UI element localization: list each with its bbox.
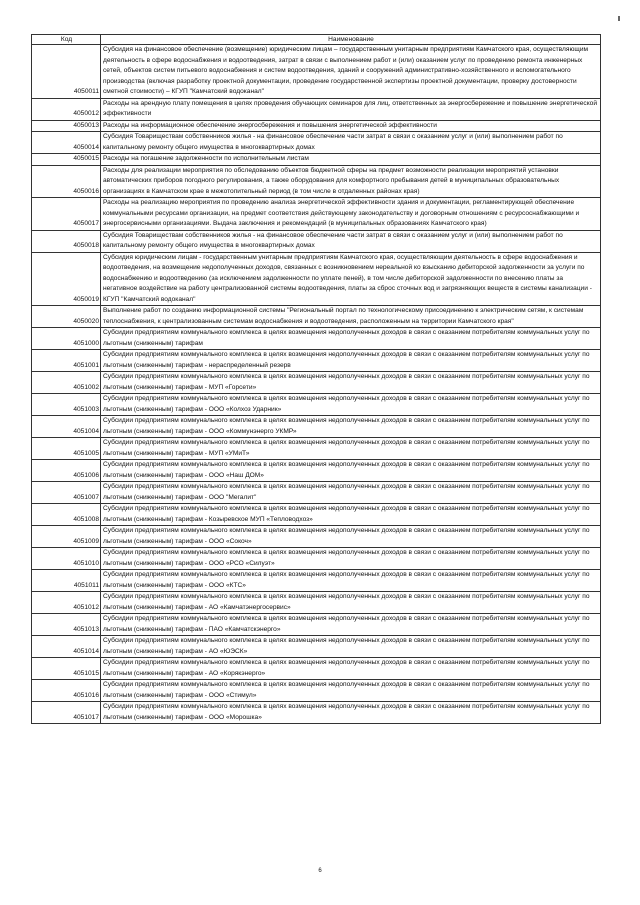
row-name: Расходы для реализации мероприятия по обследованию объектов бюджетной сферы на предмет возможности реализации мероприятий установки автоматических приборов погодного регулирования, а также оборудования для комфортного пребывания детей в муниципальных образовательных организациях в Камчатском крае в межотопительный период (в том числе в отдаленных районах края) (101, 165, 601, 198)
row-code: 4051012 (32, 592, 101, 614)
row-name: Субсидия Товариществам собственников жилья - на финансовое обеспечение части затрат в связи с оказанием услуг и (или) выполнением работ по капитальному ремонту общего имущества в многоквартирных домах (101, 132, 601, 154)
scan-mark (618, 16, 620, 21)
row-code: 4050017 (32, 198, 101, 231)
table-row (32, 230, 601, 252)
row-name: Субсидии предприятиям коммунального комплекса в целях возмещения недополученных доходов в связи с оказанием потребителям коммунальных услуг по льготным (сниженным) тарифам - ООО «Наш ДОМ» (101, 460, 601, 482)
table-row (32, 165, 601, 198)
table-row (32, 306, 601, 328)
row-name: Субсидия юридическим лицам - государственным унитарным предприятиям Камчатского края, осуществляющим деятельность в сфере водоснабжения и водоотведения, на возмещение недополученных доходов, связанных с возникновением нереальной ко взысканию дебиторской задолженности за услуги по водоснабжению и водоотведению (за исключением задолженности по уплате пеней), в том числе дебиторской задолженности по внесению платы за негативное воздействие на работу централизованной системы водоотведения, платы за сброс сточных вод и загрязняющих веществ в системы канализации - КГУП "Камчатский водоканал" (101, 252, 601, 306)
row-code: 4051009 (32, 526, 101, 548)
table-row (32, 120, 601, 132)
row-code: 4050015 (32, 154, 101, 166)
table-row (32, 482, 601, 504)
table-row (32, 702, 601, 724)
row-name: Субсидии предприятиям коммунального комплекса в целях возмещения недополученных доходов в связи с оказанием потребителям коммунальных услуг по льготным (сниженным) тарифам - ООО «КТС» (101, 570, 601, 592)
row-code: 4051015 (32, 658, 101, 680)
row-code: 4051001 (32, 350, 101, 372)
row-name: Расходы на информационное обеспечение энергосбережения и повышения энергетической эффективности (101, 120, 601, 132)
row-code: 4051006 (32, 460, 101, 482)
table-row (32, 592, 601, 614)
row-code: 4051013 (32, 614, 101, 636)
table-row (32, 658, 601, 680)
row-code: 4051010 (32, 548, 101, 570)
row-code: 4050020 (32, 306, 101, 328)
table-row (32, 132, 601, 154)
row-code: 4050012 (32, 98, 101, 120)
table-row (32, 570, 601, 592)
codes-table (31, 34, 601, 724)
row-name: Расходы на реализацию мероприятия по проведению анализа энергетической эффективности здания и документации, регламентирующей обеспечение коммунальными ресурсами организации, на предмет соответствия действующему законодательству и договорным отношениям с ресурсоснабжающими и энергосервисными организациями. Выдача заключения и рекомендаций (в муниципальных образованиях Камчатского края) (101, 198, 601, 231)
table-row (32, 636, 601, 658)
row-name: Субсидии предприятиям коммунального комплекса в целях возмещения недополученных доходов в связи с оказанием потребителям коммунальных услуг по льготным (сниженным) тарифам - ООО «Морошка» (101, 702, 601, 724)
row-name: Выполнение работ по созданию информационной системы "Региональный портал по технологическому присоединению к электрическим сетям, к системам теплоснабжения, к централизованным системам водоснабжения и водоотведения, расположенным на территории Камчатского края" (101, 306, 601, 328)
row-code: 4051014 (32, 636, 101, 658)
row-name: Субсидии предприятиям коммунального комплекса в целях возмещения недополученных доходов в связи с оказанием потребителям коммунальных услуг по льготным (сниженным) тарифам - МУП «УМиТ» (101, 438, 601, 460)
table-row (32, 548, 601, 570)
table-row (32, 416, 601, 438)
table-row (32, 372, 601, 394)
row-name: Субсидии предприятиям коммунального комплекса в целях возмещения недополученных доходов в связи с оказанием потребителям коммунальных услуг по льготным (сниженным) тарифам - ООО «Коммунэнерго УКМР» (101, 416, 601, 438)
row-name: Субсидии предприятиям коммунального комплекса в целях возмещения недополученных доходов в связи с оказанием потребителям коммунальных услуг по льготным (сниженным) тарифам - Козыревское МУП «Тепловодхоз» (101, 504, 601, 526)
table-row (32, 45, 601, 99)
row-name: Субсидии предприятиям коммунального комплекса в целях возмещения недополученных доходов в связи с оказанием потребителям коммунальных услуг по льготным (сниженным) тарифам - АО «Корякэнерго» (101, 658, 601, 680)
table-body (32, 45, 601, 724)
row-code: 4050018 (32, 230, 101, 252)
column-header-code: Код (32, 35, 101, 45)
row-name: Расходы на арендную плату помещения в целях проведения обучающих семинаров для лиц, ответственных за энергосбережение и повышение энергетической эффективности (101, 98, 601, 120)
table-row (32, 394, 601, 416)
row-name: Субсидии предприятиям коммунального комплекса в целях возмещения недополученных доходов в связи с оказанием потребителям коммунальных услуг по льготным (сниженным) тарифам - МУП «Горсети» (101, 372, 601, 394)
row-code: 4051003 (32, 394, 101, 416)
table-row (32, 98, 601, 120)
row-name: Субсидии предприятиям коммунального комплекса в целях возмещения недополученных доходов в связи с оказанием потребителям коммунальных услуг по льготным (сниженным) тарифам - ООО «Стимул» (101, 680, 601, 702)
row-name: Субсидии предприятиям коммунального комплекса в целях возмещения недополученных доходов в связи с оказанием потребителям коммунальных услуг по льготным (сниженным) тарифам (101, 328, 601, 350)
table-row (32, 350, 601, 372)
row-name: Субсидии предприятиям коммунального комплекса в целях возмещения недополученных доходов в связи с оказанием потребителям коммунальных услуг по льготным (сниженным) тарифам - ООО "Мегалит" (101, 482, 601, 504)
table-row (32, 460, 601, 482)
page-number: 6 (318, 868, 322, 874)
table-row (32, 438, 601, 460)
table-row (32, 328, 601, 350)
row-code: 4050016 (32, 165, 101, 198)
table-row (32, 252, 601, 306)
row-name: Субсидии предприятиям коммунального комплекса в целях возмещения недополученных доходов в связи с оказанием потребителям коммунальных услуг по льготным (сниженным) тарифам - ПАО «Камчатскэнерго» (101, 614, 601, 636)
row-code: 4051017 (32, 702, 101, 724)
row-name: Субсидии предприятиям коммунального комплекса в целях возмещения недополученных доходов в связи с оказанием потребителям коммунальных услуг по льготным (сниженным) тарифам - ООО «Колхоз Ударник» (101, 394, 601, 416)
row-code: 4050014 (32, 132, 101, 154)
row-code: 4051008 (32, 504, 101, 526)
table-row (32, 198, 601, 231)
row-name: Субсидии предприятиям коммунального комплекса в целях возмещения недополученных доходов в связи с оказанием потребителям коммунальных услуг по льготным (сниженным) тарифам - АО «ЮЭСК» (101, 636, 601, 658)
row-code: 4051007 (32, 482, 101, 504)
row-name: Субсидии предприятиям коммунального комплекса в целях возмещения недополученных доходов в связи с оказанием потребителям коммунальных услуг по льготным (сниженным) тарифам - АО «Камчатэнергосервис» (101, 592, 601, 614)
table-row (32, 504, 601, 526)
table-row (32, 680, 601, 702)
table-row (32, 614, 601, 636)
table-row (32, 154, 601, 166)
column-header-name: Наименование (101, 35, 601, 45)
row-code: 4051000 (32, 328, 101, 350)
row-name: Расходы на погашение задолженности по исполнительным листам (101, 154, 601, 166)
row-code: 4051005 (32, 438, 101, 460)
row-name: Субсидии предприятиям коммунального комплекса в целях возмещения недополученных доходов в связи с оказанием потребителям коммунальных услуг по льготным (сниженным) тарифам - ООО «Сокоч» (101, 526, 601, 548)
row-code: 4051002 (32, 372, 101, 394)
row-code: 4051016 (32, 680, 101, 702)
table-row (32, 526, 601, 548)
row-code: 4051011 (32, 570, 101, 592)
row-code: 4050011 (32, 45, 101, 99)
row-name: Субсидия на финансовое обеспечение (возмещение) юридическим лицам – государственным унитарным предприятиям Камчатского края, осуществляющим деятельность в сфере водоснабжения и водоотведения, затрат в связи с выполнением работ и (или) оказанием услуг по проведению ремонта инженерных сетей, объектов систем питьевого водоснабжения и систем водоотведения, зданий и сооружений административно-хозяйственного и вспомогательного производства (включая разработку проектной документации, проведение государственной экспертизы проектной документации, проверку достоверности сметной стоимости) – КГУП "Камчатский водоканал" (101, 45, 601, 99)
row-code: 4051004 (32, 416, 101, 438)
table-header-row (32, 35, 601, 45)
row-code: 4050019 (32, 252, 101, 306)
row-name: Субсидия Товариществам собственников жилья - на финансовое обеспечение части затрат в связи с оказанием услуг и (или) выполнением работ по капитальному ремонту общего имущества в многоквартирных домах (101, 230, 601, 252)
row-code: 4050013 (32, 120, 101, 132)
row-name: Субсидии предприятиям коммунального комплекса в целях возмещения недополученных доходов в связи с оказанием потребителям коммунальных услуг по льготным (сниженным) тарифам - ООО «РСО «Силуэт» (101, 548, 601, 570)
row-name: Субсидии предприятиям коммунального комплекса в целях возмещения недополученных доходов в связи с оказанием потребителям коммунальных услуг по льготным (сниженным) тарифам - нераспределенный резерв (101, 350, 601, 372)
